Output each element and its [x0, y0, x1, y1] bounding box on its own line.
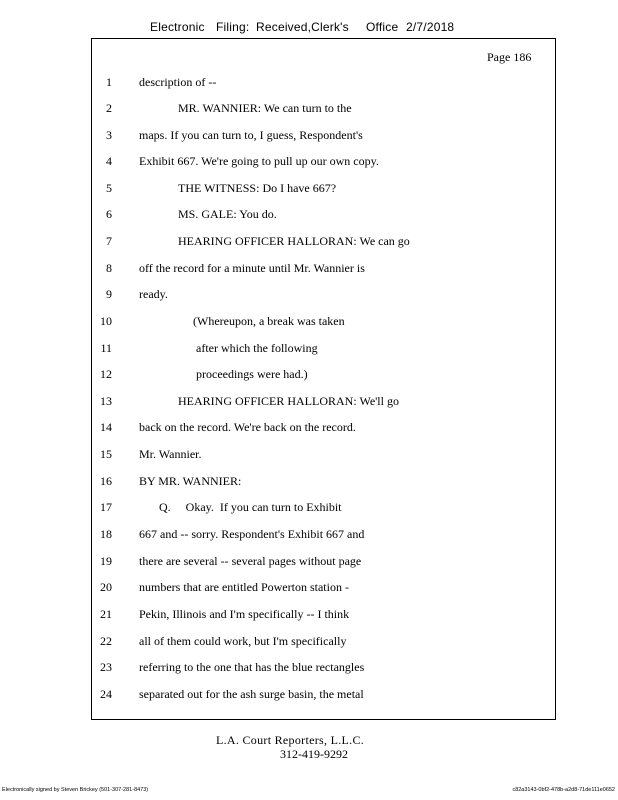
line-number: 15 [100, 447, 112, 461]
line-number: 13 [100, 394, 112, 408]
line-number: 12 [100, 367, 112, 381]
line-text: (Whereupon, a break was taken [193, 314, 345, 328]
line-text: ready. [139, 287, 168, 301]
line-text: MR. WANNIER: We can turn to the [178, 101, 352, 115]
line-number: 6 [106, 207, 112, 221]
line-number: 19 [100, 554, 112, 568]
transcript-line [0, 447, 618, 467]
filing-stamp-word-received: Received,Clerk's [256, 20, 349, 34]
line-number: 21 [100, 607, 112, 621]
transcript-line [0, 287, 618, 307]
transcript-line [0, 687, 618, 707]
line-text: all of them could work, but I'm specifically [139, 634, 347, 648]
line-number: 20 [100, 580, 112, 594]
line-number: 16 [100, 474, 112, 488]
line-number: 2 [106, 101, 112, 115]
filing-stamp-word-filing: Filing: [216, 20, 250, 34]
transcript-line [0, 500, 618, 520]
transcript-line [0, 234, 618, 254]
transcript-line [0, 101, 618, 121]
line-text: referring to the one that has the blue rectangles [139, 660, 365, 674]
line-text: off the record for a minute until Mr. Wannier is [139, 261, 365, 275]
page-number: Page 186 [487, 50, 532, 64]
line-number: 8 [106, 261, 112, 275]
line-number: 11 [100, 341, 112, 355]
line-text: after which the following [196, 341, 318, 355]
filing-stamp-word-office: Office [366, 20, 399, 34]
transcript-line [0, 394, 618, 414]
line-number: 1 [106, 75, 112, 89]
line-text: Exhibit 667. We're going to pull up our own copy. [139, 154, 379, 168]
court-reporter-name: L.A. Court Reporters, L.L.C. [216, 733, 365, 747]
filing-stamp-word-electronic: Electronic [150, 20, 205, 34]
court-reporter-phone: 312-419-9292 [280, 747, 348, 761]
transcript-line [0, 181, 618, 201]
transcript-line [0, 580, 618, 600]
transcript-line [0, 554, 618, 574]
line-number: 3 [106, 128, 112, 142]
line-text: THE WITNESS: Do I have 667? [178, 181, 337, 195]
line-text: 667 and -- sorry. Respondent's Exhibit 667 and [139, 527, 365, 541]
document-hash: c82a3143-0bf2-478b-a2d8-71de111e0652 [512, 787, 615, 793]
transcript-line [0, 75, 618, 95]
transcript-line [0, 341, 618, 361]
line-text: numbers that are entitled Powerton station - [139, 580, 349, 594]
line-number: 24 [100, 687, 112, 701]
line-number: 10 [100, 314, 112, 328]
line-number: 5 [106, 181, 112, 195]
electronic-signature: Electronically signed by Steven Brickey (501-307-281-8473) [2, 787, 149, 793]
transcript-line [0, 420, 618, 440]
line-text: separated out for the ash surge basin, the metal [139, 687, 364, 701]
transcript-line [0, 261, 618, 281]
transcript-line [0, 660, 618, 680]
line-text: Pekin, Illinois and I'm specifically -- I think [139, 607, 350, 621]
electronic-filing-stamp [0, 20, 618, 38]
line-number: 7 [106, 234, 112, 248]
line-number: 23 [100, 660, 112, 674]
transcript-line [0, 207, 618, 227]
filing-stamp-date: 2/7/2018 [406, 20, 455, 34]
line-number: 9 [106, 287, 112, 301]
transcript-line [0, 634, 618, 654]
line-text: HEARING OFFICER HALLORAN: We can go [178, 234, 410, 248]
line-number: 22 [100, 634, 112, 648]
transcript-line [0, 154, 618, 174]
line-number: 18 [100, 527, 112, 541]
line-text: MS. GALE: You do. [178, 207, 277, 221]
line-number: 4 [106, 154, 112, 168]
transcript-line [0, 607, 618, 627]
transcript-line [0, 474, 618, 494]
transcript-line [0, 367, 618, 387]
line-text: BY MR. WANNIER: [139, 474, 242, 488]
transcript-line [0, 314, 618, 334]
line-text: proceedings were had.) [196, 367, 308, 381]
line-text: maps. If you can turn to, I guess, Respondent's [139, 128, 363, 142]
transcript-line [0, 527, 618, 547]
transcript-line [0, 128, 618, 148]
line-text: HEARING OFFICER HALLORAN: We'll go [178, 394, 399, 408]
line-text: back on the record. We're back on the record. [139, 420, 356, 434]
line-text: description of -- [139, 75, 217, 89]
line-number: 17 [100, 500, 112, 514]
line-number: 14 [100, 420, 112, 434]
line-text: Q. Okay. If you can turn to Exhibit [159, 500, 342, 514]
line-text: Mr. Wannier. [139, 447, 202, 461]
line-text: there are several -- several pages without page [139, 554, 362, 568]
